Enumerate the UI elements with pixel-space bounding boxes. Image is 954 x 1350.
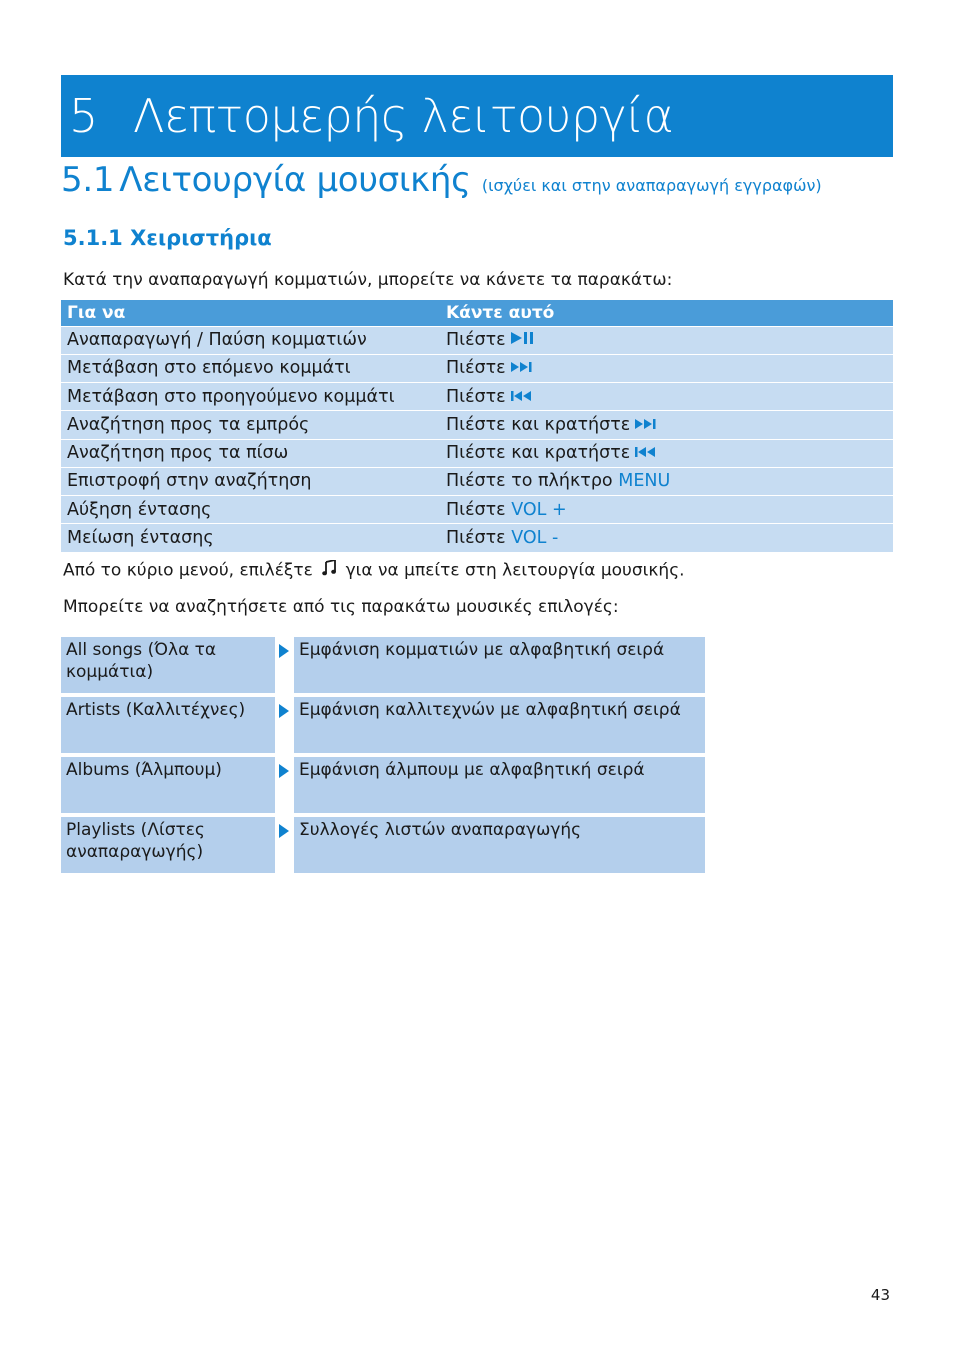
browse-option-row xyxy=(61,637,705,693)
table-row xyxy=(61,524,893,552)
controls-table xyxy=(61,300,893,552)
action-cell: Μείωση έντασης xyxy=(61,524,440,552)
chapter-title: Λεπτομερής λειτουργία xyxy=(133,89,674,143)
table-row xyxy=(61,496,893,524)
key-label: VOL - xyxy=(511,528,559,549)
next-track-icon xyxy=(634,415,658,435)
table-row xyxy=(61,467,893,495)
instruction-cell xyxy=(440,383,893,411)
instruction-text: Πιέστε xyxy=(446,330,506,351)
section-subtitle: (ισχύει και στην αναπαραγωγή εγγραφών) xyxy=(481,176,822,195)
browse-option-row xyxy=(61,757,705,813)
action-cell: Μετάβαση στο προηγούμενο κομμάτι xyxy=(61,383,440,411)
arrow-right-icon xyxy=(278,823,290,837)
intro-text: Κατά την αναπαραγωγή κομματιών, μπορείτε να κάνετε τα παρακάτω: xyxy=(63,270,673,290)
arrow-right-icon xyxy=(278,703,290,717)
browse-option-name: Playlists (Λίστες αναπαραγωγής) xyxy=(61,817,275,873)
browse-option-description: Εμφάνιση κομματιών με αλφαβητική σειρά xyxy=(294,637,705,693)
music-note-icon xyxy=(322,560,336,581)
menu-instruction-before: Από το κύριο μενού, επιλέξτε xyxy=(63,560,313,581)
action-cell: Αύξηση έντασης xyxy=(61,496,440,524)
instruction-cell xyxy=(440,496,893,524)
action-cell: Αναζήτηση προς τα εμπρός xyxy=(61,411,440,439)
browse-option-description: Εμφάνιση άλμπουμ με αλφαβητική σειρά xyxy=(294,757,705,813)
browse-option-row xyxy=(61,697,705,753)
table-header-row xyxy=(61,300,893,326)
column-header-action: Για να xyxy=(61,300,440,326)
instruction-cell xyxy=(440,467,893,495)
play-pause-icon xyxy=(510,330,538,350)
section-heading xyxy=(61,160,901,200)
table-row xyxy=(61,439,893,467)
instruction-cell xyxy=(440,326,893,354)
action-cell: Αναπαραγωγή / Παύση κομματιών xyxy=(61,326,440,354)
browse-option-description: Συλλογές λιστών αναπαραγωγής xyxy=(294,817,705,873)
browse-option-name: All songs (Όλα τα κομμάτια) xyxy=(61,637,275,693)
instruction-text: Πιέστε xyxy=(446,528,506,549)
next-track-icon xyxy=(510,358,534,378)
table-row xyxy=(61,354,893,382)
subsection-title: 5.1.1 Χειριστήρια xyxy=(63,226,272,250)
menu-instruction-after: για να μπείτε στη λειτουργία μουσικής. xyxy=(345,560,685,581)
column-header-instruction: Κάντε αυτό xyxy=(440,300,893,326)
menu-instruction xyxy=(63,560,685,581)
table-row xyxy=(61,326,893,354)
chapter-heading xyxy=(61,75,893,157)
instruction-text: Πιέστε xyxy=(446,358,506,379)
browse-option-name: Artists (Καλλιτέχνες) xyxy=(61,697,275,753)
browse-option-row xyxy=(61,817,705,873)
instruction-cell xyxy=(440,439,893,467)
instruction-text: Πιέστε xyxy=(446,386,506,407)
instruction-text: Πιέστε και κρατήστε xyxy=(446,414,631,435)
instruction-text: Πιέστε και κρατήστε xyxy=(446,443,631,464)
section-number: 5.1 xyxy=(61,160,115,200)
section-title: Λειτουργία μουσικής xyxy=(119,160,471,200)
key-label: MENU xyxy=(618,471,671,492)
previous-track-icon xyxy=(510,387,534,407)
arrow-right-icon xyxy=(278,643,290,657)
table-row xyxy=(61,383,893,411)
browse-intro: Μπορείτε να αναζητήσετε από τις παρακάτω μουσικές επιλογές: xyxy=(63,597,619,617)
arrow-right-icon xyxy=(278,763,290,777)
action-cell: Αναζήτηση προς τα πίσω xyxy=(61,439,440,467)
chapter-number: 5 xyxy=(69,89,98,143)
instruction-text: Πιέστε xyxy=(446,499,506,520)
action-cell: Επιστροφή στην αναζήτηση xyxy=(61,467,440,495)
instruction-text: Πιέστε το πλήκτρο xyxy=(446,471,613,492)
browse-option-description: Εμφάνιση καλλιτεχνών με αλφαβητική σειρά xyxy=(294,697,705,753)
page-number: 43 xyxy=(870,1286,890,1304)
instruction-cell xyxy=(440,354,893,382)
browse-option-name: Albums (Άλμπουμ) xyxy=(61,757,275,813)
instruction-cell xyxy=(440,524,893,552)
instruction-cell xyxy=(440,411,893,439)
action-cell: Μετάβαση στο επόμενο κομμάτι xyxy=(61,354,440,382)
previous-track-icon xyxy=(634,443,658,463)
table-row xyxy=(61,411,893,439)
key-label: VOL + xyxy=(511,499,567,520)
